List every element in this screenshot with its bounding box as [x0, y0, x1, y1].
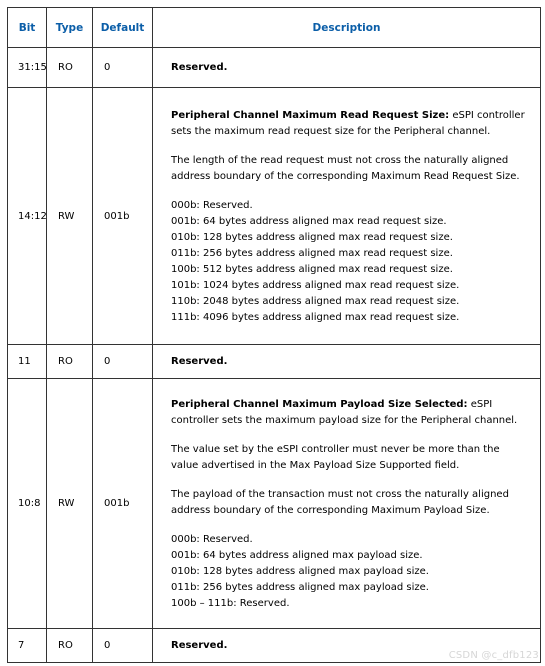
list-item: 010b: 128 bytes address aligned max read request size. [171, 231, 453, 243]
field-title: Reserved. [171, 62, 228, 73]
header-description: Description [153, 8, 541, 48]
bit-cell: 7 [8, 629, 47, 663]
list-item: 101b: 1024 bytes address aligned max read request size. [171, 279, 460, 291]
description-paragraph: The length of the read request must not cross the naturally aligned address boundary of the corresponding Maximum Read Request Size. [171, 154, 520, 182]
field-title: Peripheral Channel Maximum Payload Size Selected: [171, 398, 468, 410]
type-cell: RO [47, 48, 93, 88]
header-bit: Bit [8, 8, 47, 48]
list-item: 000b: Reserved. [171, 533, 253, 545]
description-intro: Peripheral Channel Maximum Payload Size Selected: eSPI controller sets the maximum payload size for the Peripheral channel. [171, 398, 518, 426]
header-type: Type [47, 8, 93, 48]
field-title: Reserved. [171, 640, 228, 651]
bit-cell: 31:15 [8, 48, 47, 88]
register-bit-table [7, 7, 541, 663]
description-intro: Peripheral Channel Maximum Read Request Size: eSPI controller sets the maximum read request size for the Peripheral channel. [171, 109, 525, 137]
type-cell: RO [47, 629, 93, 663]
field-title: Reserved. [171, 356, 228, 367]
bit-cell: 11 [8, 345, 47, 379]
description-cell [153, 48, 541, 88]
description-paragraph: The payload of the transaction must not cross the naturally aligned address boundary of the corresponding Maximum Payload Size. [171, 488, 509, 516]
description-cell [153, 379, 541, 629]
type-cell: RO [47, 345, 93, 379]
default-cell: 0 [93, 629, 153, 663]
table-row [8, 345, 541, 379]
watermark: CSDN @c_dfb123 [448, 650, 539, 661]
description-cell [153, 345, 541, 379]
list-item: 100b: 512 bytes address aligned max read request size. [171, 263, 453, 275]
default-cell: 001b [93, 379, 153, 629]
description-paragraph: The value set by the eSPI controller must never be more than the value advertised in the Max Payload Size Supported field. [171, 443, 500, 471]
list-item: 001b: 64 bytes address aligned max read request size. [171, 215, 447, 227]
default-cell: 001b [93, 88, 153, 345]
table-row [8, 88, 541, 345]
table-row [8, 379, 541, 629]
list-item: 011b: 256 bytes address aligned max read request size. [171, 247, 453, 259]
list-item: 110b: 2048 bytes address aligned max read request size. [171, 295, 460, 307]
type-cell: RW [47, 88, 93, 345]
description-cell [153, 88, 541, 345]
bit-cell: 14:12 [8, 88, 47, 345]
default-cell: 0 [93, 345, 153, 379]
table-row [8, 48, 541, 88]
default-cell: 0 [93, 48, 153, 88]
value-list [171, 198, 528, 326]
field-title: Peripheral Channel Maximum Read Request Size: [171, 109, 450, 121]
bit-cell: 10:8 [8, 379, 47, 629]
header-default: Default [93, 8, 153, 48]
value-list [171, 532, 528, 612]
list-item: 001b: 64 bytes address aligned max payload size. [171, 549, 423, 561]
list-item: 000b: Reserved. [171, 199, 253, 211]
list-item: 100b – 111b: Reserved. [171, 597, 290, 609]
type-cell: RW [47, 379, 93, 629]
table-header-row [8, 8, 541, 48]
list-item: 111b: 4096 bytes address aligned max read request size. [171, 311, 460, 323]
list-item: 011b: 256 bytes address aligned max payload size. [171, 581, 429, 593]
list-item: 010b: 128 bytes address aligned max payload size. [171, 565, 429, 577]
